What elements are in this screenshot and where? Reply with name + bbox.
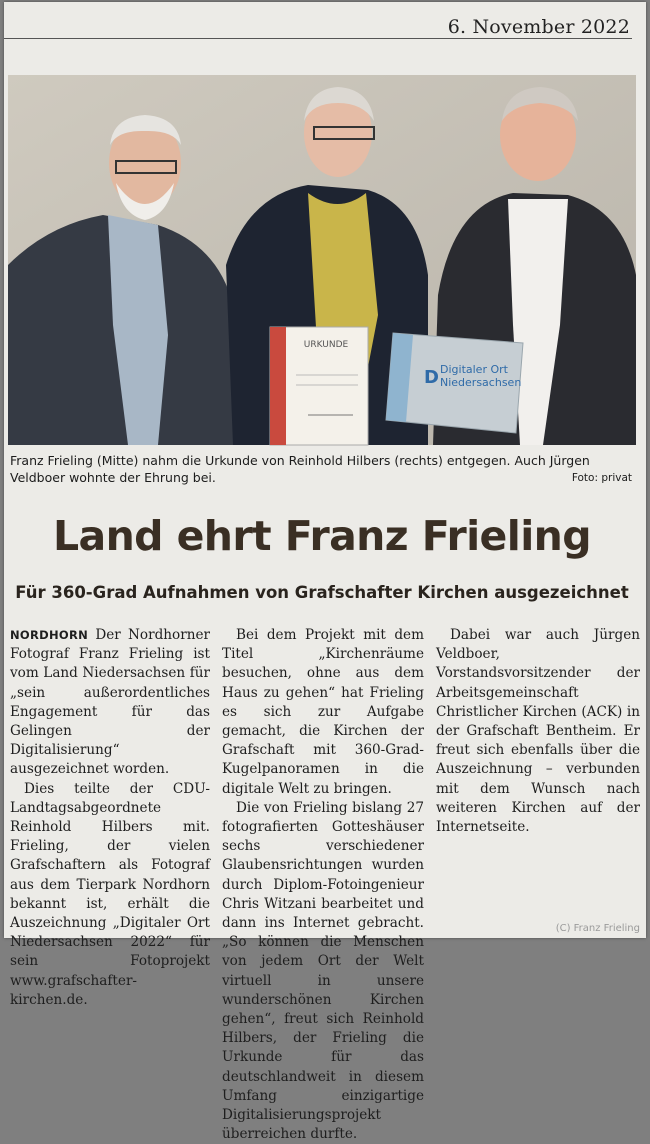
plaque-d-logo-icon: D <box>424 367 439 388</box>
paragraph <box>10 626 210 780</box>
paragraph: Dies teilte der CDU-Landtagsabgeordnete Reinhold Hilbers mit. Frieling, der vielen Grafschaftern als Fotograf aus dem Tierpark Nordhorn bekannt ist, erhält die Auszeichnung „Digitaler Ort Niedersachsen 2022“ für sein Fotoprojekt www.grafschafter-kirchen.de. <box>10 780 210 1008</box>
paragraph: Die von Frieling bislang 27 fotografierten Gotteshäuser sechs verschiedener Glaubensrichtungen wurden durch Diplom-Fotoingenieur Chris Witzani bearbeitet und dann ins Internet gebracht. „So können die Menschen von jedem Ort der Welt virtuell in unsere wunderschönen Kirchen gehen“, freut sich Reinhold Hilbers, der Frieling die Urkunde für das deutschlandweit in diesem Umfang einzigartige Digitalisierungsprojekt überreichen durfte. <box>222 799 424 1143</box>
headline: Land ehrt Franz Frieling <box>53 512 591 560</box>
issue-date: 6. November 2022 <box>447 16 630 38</box>
certificate <box>270 327 368 445</box>
newspaper-clipping <box>4 2 646 1143</box>
article-photo <box>8 75 636 445</box>
article-column-1 <box>10 626 210 1010</box>
certificate-title: URKUNDE <box>303 340 349 350</box>
article-column-2 <box>222 626 424 1144</box>
plaque-line1: Digitaler Ort <box>440 363 508 376</box>
subheadline: Für 360-Grad Aufnahmen von Grafschafter Kirchen ausgezeichnet <box>15 583 629 602</box>
paragraph: Bei dem Projekt mit dem Titel „Kirchenräume besuchen, ohne aus dem Haus zu gehen“ hat Frieling es sich zur Aufgabe gemacht, die Kirchen der Grafschaft mit 360-Grad-Kugelpanoramen in die digitale Welt zu bringen. <box>222 627 424 797</box>
paragraph-text: Der Nordhorner Fotograf Franz Frieling ist vom Land Niedersachsen für „sein außerordentliches Engagement für das Gelingen der Digitalisierung“ ausgezeichnet worden. <box>10 627 211 778</box>
plaque-line2: Niedersachsen <box>440 376 522 389</box>
photo-credit: Foto: privat <box>571 472 632 484</box>
watermark: (C) Franz Frieling <box>555 923 640 934</box>
paragraph: Dabei war auch Jürgen Veldboer, Vorstandsvorsitzender der Arbeitsgemeinschaft Christlicher Kirchen (ACK) in der Grafschaft Bentheim. Er freut sich ebenfalls über die Auszeichnung – verbunden mit dem Wunsch nach weiteren Kirchen auf der Internetseite. <box>436 627 640 836</box>
dateline: NORDHORN <box>10 628 89 642</box>
header-rule <box>4 38 632 39</box>
photo-caption: Franz Frieling (Mitte) nahm die Urkunde von Reinhold Hilbers (rechts) entgegen. Auch Jürgen Veldboer wohnte der Ehrung bei. <box>10 453 590 485</box>
article-column-3 <box>436 626 640 837</box>
photo-illustration <box>8 75 636 445</box>
award-plaque <box>386 333 523 433</box>
